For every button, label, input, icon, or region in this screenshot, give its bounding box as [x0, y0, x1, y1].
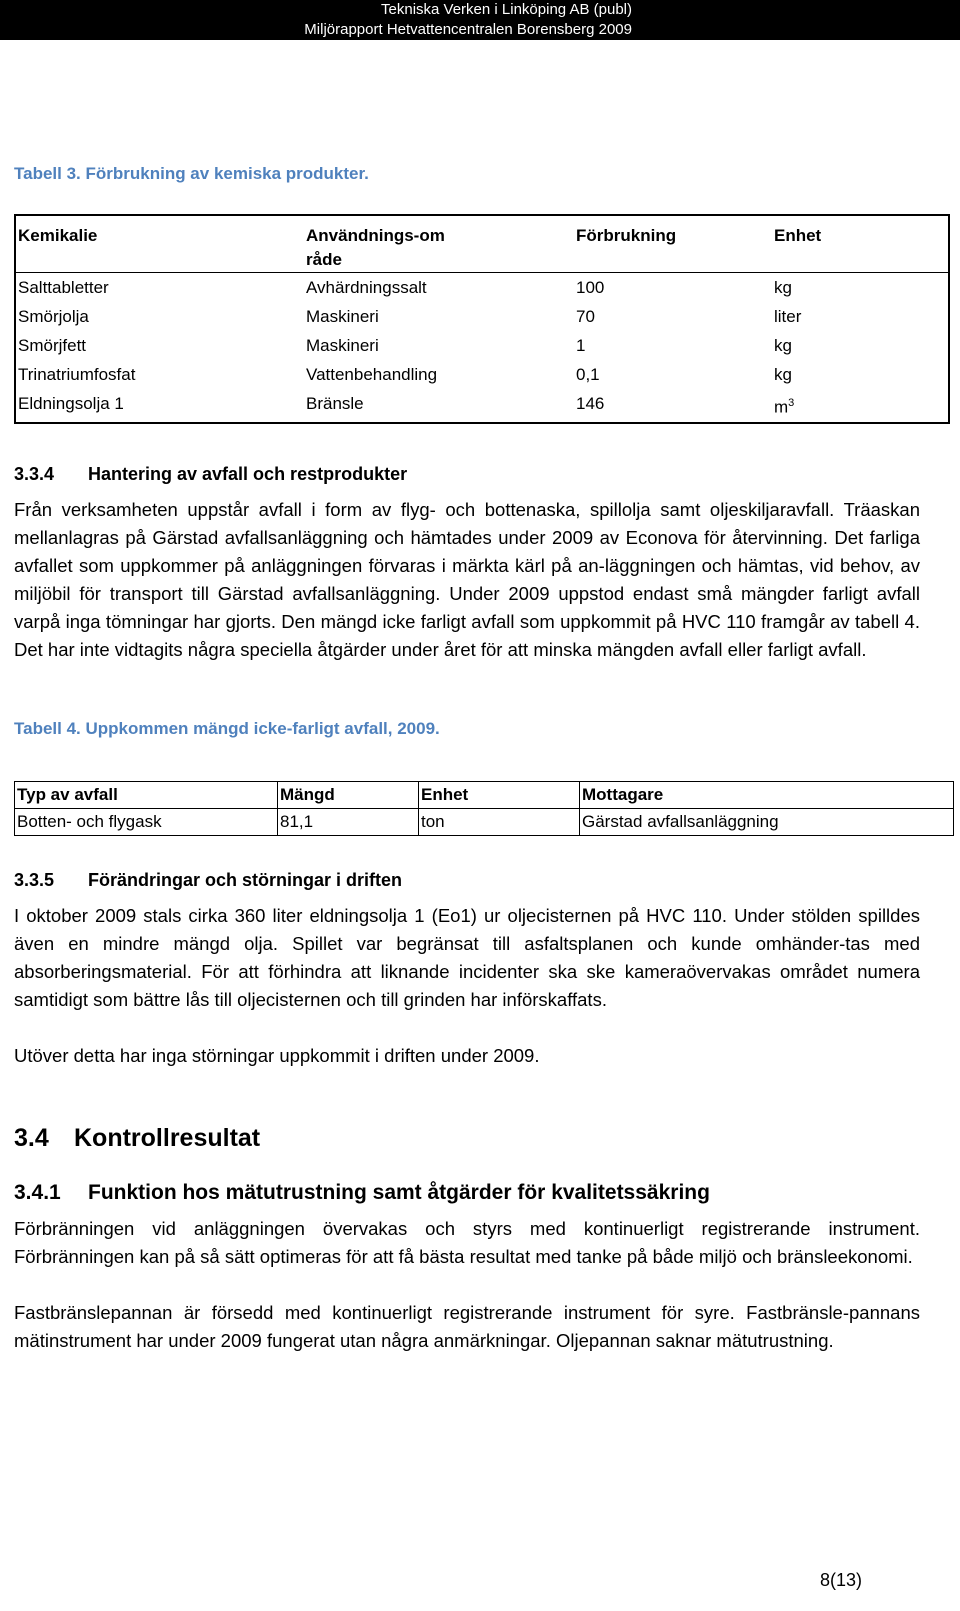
section-3-4-1	[14, 1181, 920, 1355]
table-cell	[774, 389, 949, 423]
chemicals-table	[14, 214, 950, 424]
table-row	[15, 389, 949, 423]
table-cell: 81,1	[278, 809, 419, 836]
header-usage: Användnings-område	[306, 226, 445, 269]
section-paragraph: Utöver detta har inga störningar uppkommit i driften under 2009.	[14, 1045, 540, 1066]
page-number: 8(13)	[820, 1570, 863, 1590]
table-cell: Gärstad avfallsanläggning	[580, 809, 954, 836]
header-company: Tekniska Verken i Linköping AB (publ)	[381, 1, 632, 18]
table-cell: Avhärdningssalt	[306, 278, 427, 297]
table-row	[15, 331, 949, 360]
table-cell: liter	[774, 307, 802, 326]
table-cell: Maskineri	[306, 307, 379, 326]
table-cell: Eldningsolja 1	[18, 394, 124, 413]
table-cell: 70	[576, 307, 595, 326]
section-number: 3.4	[14, 1124, 49, 1152]
section-number: 3.4.1	[14, 1181, 61, 1204]
section-heading	[14, 870, 920, 902]
table-cell: 1	[576, 336, 586, 355]
section-title: Funktion hos mätutrustning samt åtgärder för kvalitetssäkring	[88, 1181, 710, 1204]
table-cell: Smörjfett	[18, 336, 87, 355]
section-heading	[14, 1181, 920, 1215]
section-paragraph: I oktober 2009 stals cirka 360 liter eldningsolja 1 (Eo1) ur oljecisternen på HVC 110. Under stölden spilldes även en mindre mängd olja. Spillet var begränsat till asfaltsplanen och kunde omhänder-tas med absorberingsmaterial. För att förhindra att liknande incidenter ska ske kameraövervakas området numera samtidigt som bättre lås till oljecisternen och till grinden har införskaffats.	[14, 905, 920, 1010]
section-paragraph: Fastbränslepannan är försedd med kontinuerligt registrerande instrument för syre. Fastbränsle-pannans mätinstrument har under 2009 fungerat utan några anmärkningar. Oljepannan saknar mätutrustning.	[14, 1302, 920, 1351]
header-cell: Kemikalie	[18, 226, 98, 245]
section-heading	[14, 464, 920, 494]
header-cell: Mängd	[278, 782, 419, 809]
table-cell: Botten- och flygask	[15, 809, 278, 836]
table4-caption: Tabell 4. Uppkommen mängd icke-farligt avfall, 2009.	[14, 719, 440, 738]
table-cell: 146	[576, 394, 605, 413]
table-cell: ton	[419, 809, 580, 836]
header-cell	[306, 215, 576, 273]
section-number: 3.3.4	[14, 464, 55, 484]
section-paragraph: Från verksamheten uppstår avfall i form av flyg- och bottenaska, spillolja samt oljeskiljaravfall. Träaskan mellanlagras på Gärstad avfallsanläggning och hämtades under 2009 av Econova för återvinning. Det farliga avfallet som uppkommer på anläggningen förvaras i märkta kärl på an-läggningen och hämtas, vid behov, av miljöbil för transport till Gärstad avfallsanläggning. Under 2009 uppstod endast små mängder farligt avfall varpå inga tömningar har gjorts. Den mängd icke farligt avfall som uppkommit på HVC 110 framgår av tabell 4. Det har inte vidtagits några speciella åtgärder under året för att minska mängden avfall eller farligt avfall.	[14, 499, 920, 660]
table-header-row	[15, 782, 954, 809]
section-title: Hantering av avfall och restprodukter	[88, 464, 408, 484]
header-report-title: Miljörapport Hetvattencentralen Borensberg 2009	[304, 21, 632, 38]
table-cell: kg	[774, 365, 792, 384]
table-row	[15, 809, 954, 836]
table-cell: kg	[774, 336, 792, 355]
section-title: Kontrollresultat	[74, 1124, 261, 1152]
table-cell: Trinatriumfosfat	[18, 365, 136, 384]
table-cell: Maskineri	[306, 336, 379, 355]
header-cell: Enhet	[419, 782, 580, 809]
table-cell: Salttabletter	[18, 278, 109, 297]
section-3-4-heading	[14, 1124, 260, 1153]
table-cell: 0,1	[576, 365, 600, 384]
section-paragraph: Förbränningen vid anläggningen övervakas och styrs med kontinuerligt registrerande instrument. Förbränningen kan på så sätt optimeras för att få bästa resultat med tanke på både miljö och bränsleekonomi.	[14, 1218, 920, 1267]
header-cell: Mottagare	[580, 782, 954, 809]
table3-caption: Tabell 3. Förbrukning av kemiska produkter.	[14, 164, 369, 183]
table-cell: Bränsle	[306, 394, 364, 413]
waste-table	[14, 781, 954, 836]
section-number: 3.3.5	[14, 870, 55, 890]
unit-m: m	[774, 397, 789, 417]
section-title: Förändringar och störningar i driften	[88, 870, 403, 890]
section-3-3-4	[14, 464, 920, 664]
page-header	[0, 0, 960, 40]
table-cell: 100	[576, 278, 605, 297]
table-cell: Vattenbehandling	[306, 365, 438, 384]
header-cell: Enhet	[774, 226, 822, 245]
table-row	[15, 273, 949, 303]
header-cell: Förbrukning	[576, 226, 677, 245]
table-header-row	[15, 215, 949, 273]
table-row	[15, 360, 949, 389]
table-cell: kg	[774, 278, 792, 297]
section-3-3-5	[14, 870, 920, 1070]
table-row	[15, 302, 949, 331]
unit-superscript: 3	[788, 397, 795, 409]
table-cell: Smörjolja	[18, 307, 89, 326]
header-cell: Typ av avfall	[15, 782, 278, 809]
